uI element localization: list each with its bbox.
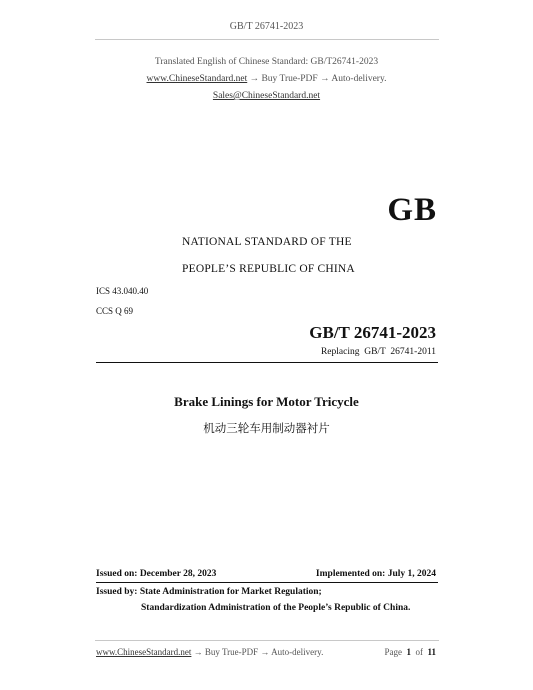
document-title-cn: 机动三轮车用制动器衬片 bbox=[203, 421, 330, 435]
issue-divider bbox=[96, 582, 438, 583]
gb-logo: GB bbox=[387, 192, 437, 228]
footer-notice-text: → Buy True-PDF → Auto-delivery. bbox=[191, 647, 324, 657]
document-title-en: Brake Linings for Motor Tricycle bbox=[174, 394, 359, 409]
page-number: 1 bbox=[406, 647, 411, 657]
footer-notice bbox=[96, 647, 323, 657]
issued-by-line2: Standardization Administration of the People’s Republic of China. bbox=[141, 603, 411, 613]
translation-notice: Translated English of Chinese Standard: GB/T26741-2023 bbox=[154, 57, 379, 67]
national-standard-line1: NATIONAL STANDARD OF THE bbox=[182, 236, 352, 248]
implemented-on: Implemented on: July 1, 2024 bbox=[315, 569, 436, 579]
site-link[interactable]: www.ChineseStandard.net bbox=[146, 74, 248, 84]
code-divider bbox=[96, 362, 438, 363]
email-line bbox=[0, 91, 533, 101]
email-link[interactable]: Sales@ChineseStandard.net bbox=[212, 91, 321, 101]
of-label: of bbox=[415, 647, 423, 657]
footer-divider bbox=[95, 640, 439, 641]
footer-site-link[interactable]: www.ChineseStandard.net bbox=[96, 647, 192, 657]
header-divider bbox=[95, 39, 439, 40]
page-label: Page bbox=[384, 647, 402, 657]
ics-code: ICS 43.040.40 bbox=[96, 286, 149, 296]
buy-notice bbox=[0, 74, 533, 84]
page-total: 11 bbox=[427, 647, 436, 657]
issued-by-line1: Issued by: State Administration for Market Regulation; bbox=[96, 587, 322, 597]
buy-notice-text: → Buy True-PDF → Auto-delivery. bbox=[247, 74, 387, 84]
running-header: GB/T 26741-2023 bbox=[229, 21, 304, 32]
national-standard-line2: PEOPLE’S REPUBLIC OF CHINA bbox=[182, 263, 355, 275]
replacing-note: Replacing GB/T 26741-2011 bbox=[320, 347, 436, 357]
ccs-code: CCS Q 69 bbox=[96, 306, 134, 316]
page-indicator bbox=[384, 647, 436, 657]
standard-code: GB/T 26741-2023 bbox=[309, 323, 436, 342]
issued-on: Issued on: December 28, 2023 bbox=[96, 569, 217, 579]
